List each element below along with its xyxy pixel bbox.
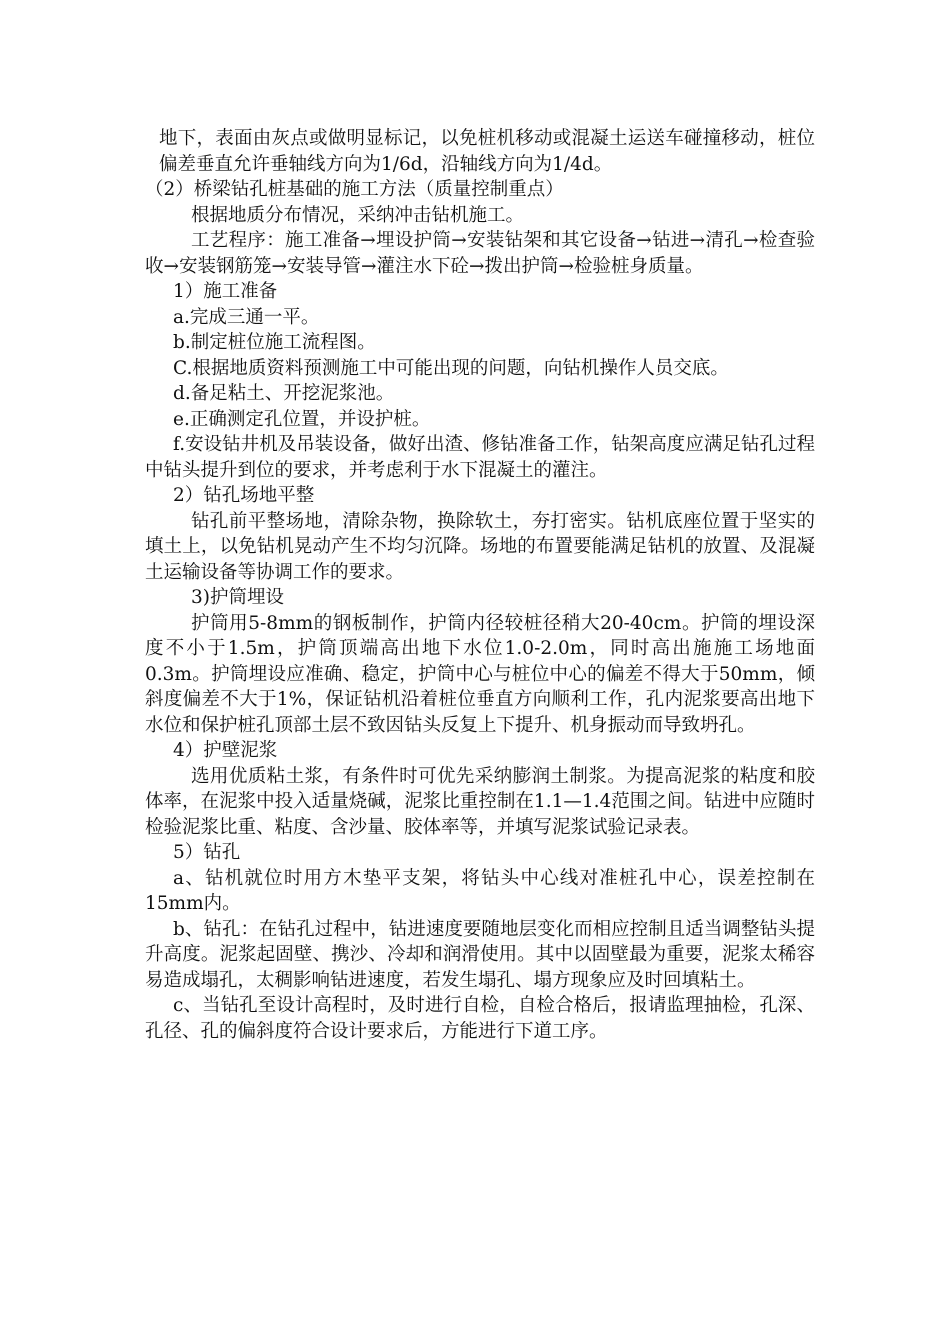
section-heading-2: （2）桥梁钻孔桩基础的施工方法（质量控制重点）: [145, 179, 564, 200]
document-body: [145, 126, 815, 1044]
subheading-1: 1）施工准备: [173, 281, 278, 302]
paragraph-site-leveling: 钻孔前平整场地，清除杂物，换除软土，夯打密实。钻机底座位置于坚实的填土上，以免钻机晃动产生不均匀沉降。场地的布置要能满足钻机的放置、及混凝土运输设备等协调工作的要求。: [145, 510, 815, 583]
paragraph-geology: 根据地质分布情况，采纳冲击钻机施工。: [191, 204, 525, 226]
subheading-4: 4）护壁泥浆: [173, 740, 278, 761]
list-item-f: f.安设钻井机及吊装设备，做好出渣、修钻准备工作，钻架高度应满足钻孔过程中钻头提升到位的要求，并考虑利于水下混凝土的灌注。: [145, 434, 815, 481]
paragraph-casing: 护筒用5-8mm的钢板制作，护筒内径较桩径稍大20-40cm。护筒的埋设深度不小于1.5m，护筒顶端高出地下水位1.0-2.0m，同时高出施施工场地面0.3m。护筒埋设应准确、稳定，护筒中心与桩位中心的偏差不得大于50mm，倾斜度偏差不大于1%，保证钻机沿着桩位垂直方向顺利工作，孔内泥浆要高出地下水位和保护桩孔顶部土层不致因钻头反复上下提升、机身振动而导致坍孔。: [145, 612, 815, 736]
subheading-2: 2）钻孔场地平整: [173, 485, 315, 506]
drilling-item-a: a、钻机就位时用方木垫平支架，将钻头中心线对准桩孔中心，误差控制在15mm内。: [145, 867, 815, 914]
drilling-item-c: c、当钻孔至设计高程时，及时进行自检，自检合格后，报请监理抽检，孔深、孔径、孔的偏斜度符合设计要求后，方能进行下道工序。: [145, 995, 815, 1042]
subheading-3: 3)护筒埋设: [191, 587, 284, 608]
paragraph-pile-marking: 地下，表面由灰点或做明显标记，以免桩机移动或混凝土运送车碰撞移动，桩位偏差垂直允许垂轴线方向为1/6d，沿轴线方向为1/4d。: [159, 128, 815, 175]
list-item-e: e.正确测定孔位置，并设护桩。: [173, 408, 431, 430]
paragraph-process: 工艺程序：施工准备→埋设护筒→安装钻架和其它设备→钻进→清孔→检查验收→安装钢筋笼→安装导管→灌注水下砼→拨出护筒→检验桩身质量。: [145, 230, 815, 277]
subheading-5: 5）钻孔: [173, 842, 241, 863]
list-item-b: b.制定桩位施工流程图。: [173, 332, 376, 353]
drilling-item-b: b、钻孔：在钻孔过程中，钻进速度要随地层变化而相应控制且适当调整钻头提升高度。泥浆起固壁、携沙、冷却和润滑使用。其中以固壁最为重要，泥浆太稀容易造成塌孔，太稠影响钻进速度，若发生塌孔、塌方现象应及时回填粘土。: [145, 918, 815, 991]
list-item-d: d.备足粘土、开挖泥浆池。: [173, 383, 395, 404]
paragraph-mud: 选用优质粘土浆，有条件时可优先采纳膨润土制浆。为提高泥浆的粘度和胶体率，在泥浆中投入适量烧碱，泥浆比重控制在1.1—1.4范围之间。钻进中应随时检验泥浆比重、粘度、含沙量、胶体率等，并填写泥浆试验记录表。: [145, 765, 815, 838]
list-item-c: C.根据地质资料预测施工中可能出现的问题，向钻机操作人员交底。: [173, 357, 729, 379]
list-item-a: a.完成三通一平。: [173, 306, 320, 328]
